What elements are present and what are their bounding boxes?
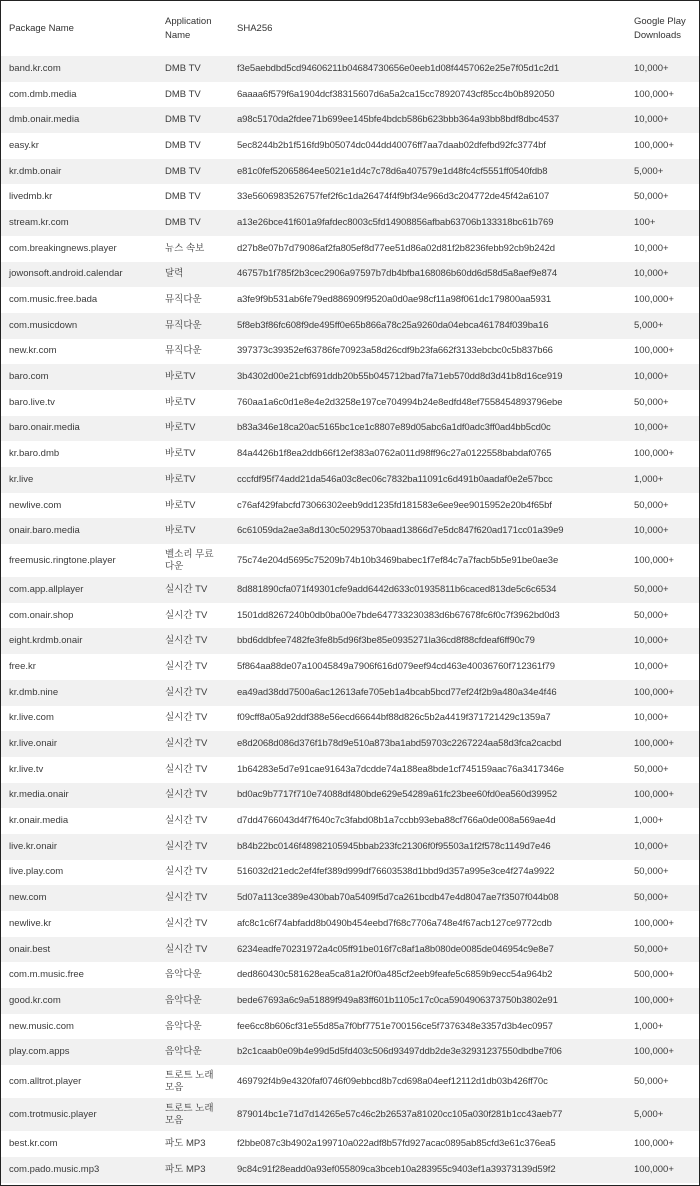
downloads-cell: 100,000+ xyxy=(626,680,699,706)
downloads-cell: 5,000+ xyxy=(626,313,699,339)
downloads-cell: 10,000+ xyxy=(626,628,699,654)
table-row xyxy=(1,133,699,159)
sha256-cell: bbd6ddbfee7482fe3fe8b5d96f3be85e0935271la36cd8f88cfdeaf6ff90c79 xyxy=(229,628,626,654)
package-name-cell: new.kr.com xyxy=(1,339,157,365)
application-name-cell: 실시간 TV xyxy=(157,937,229,963)
application-name-cell: 달력 xyxy=(157,262,229,288)
downloads-cell: 50,000+ xyxy=(626,1065,699,1098)
downloads-cell: 1,000+ xyxy=(626,1014,699,1040)
package-name-cell: kr.live xyxy=(1,467,157,493)
application-name-cell: 바로TV xyxy=(157,416,229,442)
sha256-cell: b84b22bc0146f48982105945bbab233fc21306f0f95503a1f2f578c1149d7e46 xyxy=(229,834,626,860)
downloads-cell: 50,000+ xyxy=(626,577,699,603)
sha256-cell: 9c84c91f28eadd0a93ef055809ca3bceb10a283955c9403ef1a39373139d59f2 xyxy=(229,1157,626,1183)
package-name-cell: best.kr.com xyxy=(1,1131,157,1157)
table-row xyxy=(1,1131,699,1157)
sha256-cell: 1b64283e5d7e91cae91643a7dcdde74a188ea8bde1cf745159aac76a3417346e xyxy=(229,757,626,783)
application-name-cell: DMB TV xyxy=(157,159,229,185)
sha256-cell: d7dd4766043d4f7f640c7c3fabd08b1a7ccbb93eba88cf766a0de008a569ae4d xyxy=(229,808,626,834)
package-name-cell: newlive.com xyxy=(1,493,157,519)
package-name-cell: jowonsoft.android.calendar xyxy=(1,262,157,288)
package-name-cell: play.com.apps xyxy=(1,1039,157,1065)
package-name-cell: good.kr.com xyxy=(1,988,157,1014)
sha256-cell: a13e26bce41f601a9fafdec8003c5fd14908856afbab63706b133318bc61b769 xyxy=(229,210,626,236)
table-row xyxy=(1,184,699,210)
table-row xyxy=(1,577,699,603)
package-name-cell: com.music.free.bada xyxy=(1,287,157,313)
application-name-cell: DMB TV xyxy=(157,107,229,133)
application-name-cell: 실시간 TV xyxy=(157,885,229,911)
table-row xyxy=(1,544,699,577)
table-row xyxy=(1,911,699,937)
application-name-cell: DMB TV xyxy=(157,82,229,108)
table-row xyxy=(1,1157,699,1183)
table-row xyxy=(1,1014,699,1040)
table-row xyxy=(1,390,699,416)
package-name-cell: freemusic.ringtone.player xyxy=(1,544,157,577)
table-row xyxy=(1,313,699,339)
application-name-cell: 실시간 TV xyxy=(157,706,229,732)
application-name-cell: 파도 MP3 xyxy=(157,1131,229,1157)
sha256-cell: cccfdf95f74add21da546a03c8ec06c7832ba11091c6d491b0aadaf0e2e57bcc xyxy=(229,467,626,493)
application-name-cell: 파도 MP3 xyxy=(157,1157,229,1183)
downloads-cell: 100,000+ xyxy=(626,911,699,937)
sha256-cell: 5d07a113ce389e430bab70a5409f5d7ca261bcdb47e4d8047ae7f3507f044b08 xyxy=(229,885,626,911)
header-application-name: Application Name xyxy=(157,1,229,56)
downloads-cell: 10,000+ xyxy=(626,56,699,82)
downloads-cell: 10,000+ xyxy=(626,416,699,442)
package-name-cell: com.pado.music.mp3 xyxy=(1,1157,157,1183)
application-name-cell: 트로트 노래 모음 xyxy=(157,1065,229,1098)
application-name-cell: DMB TV xyxy=(157,184,229,210)
downloads-cell: 10,000+ xyxy=(626,262,699,288)
downloads-cell: 50,000+ xyxy=(626,885,699,911)
downloads-cell: 5,000+ xyxy=(626,159,699,185)
downloads-cell: 1,000+ xyxy=(626,808,699,834)
package-name-cell: kr.live.onair xyxy=(1,731,157,757)
table-row xyxy=(1,82,699,108)
application-name-cell: 음악다운 xyxy=(157,988,229,1014)
table-row xyxy=(1,518,699,544)
table-row xyxy=(1,1039,699,1065)
downloads-cell: 50,000+ xyxy=(626,493,699,519)
application-name-cell: 실시간 TV xyxy=(157,628,229,654)
sha256-cell: 6234eadfe70231972a4c05ff91be016f7c8af1a8b080de0085de046954c9e8e7 xyxy=(229,937,626,963)
table-row xyxy=(1,262,699,288)
package-name-cell: new.com xyxy=(1,885,157,911)
sha256-cell: b2c1caab0e09b4e99d5d5fd403c506d93497ddb2de3e32931237550dbdbe7f06 xyxy=(229,1039,626,1065)
table-row xyxy=(1,885,699,911)
sha256-cell: bd0ac9b7717f710e74088df480bde629e54289a61fc23bee60fd0ea560d39952 xyxy=(229,783,626,809)
package-name-cell: newlive.kr xyxy=(1,911,157,937)
package-name-cell: easy.kr xyxy=(1,133,157,159)
sha256-cell: afc8c1c6f74abfadd8b0490b454eebd7f68c7706a748e4f67acb127ce9772cdb xyxy=(229,911,626,937)
sha256-cell: a3fe9f9b531ab6fe79ed886909f9520a0d0ae98cf11a98f061dc179800aa5931 xyxy=(229,287,626,313)
downloads-cell: 50,000+ xyxy=(626,937,699,963)
downloads-cell: 100,000+ xyxy=(626,1039,699,1065)
table-row xyxy=(1,1065,699,1098)
downloads-cell: 100,000+ xyxy=(626,988,699,1014)
application-name-cell: 벨소리 무료 다운 xyxy=(157,544,229,577)
package-name-cell: com.trotmusic.player xyxy=(1,1098,157,1131)
package-name-cell: live.play.com xyxy=(1,860,157,886)
table-row xyxy=(1,107,699,133)
sha256-cell: 84a4426b1f8ea2ddb66f12ef383a0762a011d98ff96c27a0122558babdaf0765 xyxy=(229,441,626,467)
downloads-cell: 50,000+ xyxy=(626,757,699,783)
table-row xyxy=(1,757,699,783)
package-name-cell: kr.media.onair xyxy=(1,783,157,809)
application-name-cell: 뉴스 속보 xyxy=(157,236,229,262)
package-name-cell: kr.live.tv xyxy=(1,757,157,783)
package-name-cell: com.onair.shop xyxy=(1,603,157,629)
package-name-cell: baro.live.tv xyxy=(1,390,157,416)
table-row xyxy=(1,937,699,963)
application-name-cell: 트로트 노래 모음 xyxy=(157,1098,229,1131)
sha256-cell: 469792f4b9e4320faf0746f09ebbcd8b7cd698a04eef12112d1db03b426ff70c xyxy=(229,1065,626,1098)
sha256-cell: e8d2068d086d376f1b78d9e510a873ba1abd59703c2267224aa58d3fca2cacbd xyxy=(229,731,626,757)
package-name-cell: dmb.onair.media xyxy=(1,107,157,133)
application-name-cell: 실시간 TV xyxy=(157,834,229,860)
application-name-cell: 실시간 TV xyxy=(157,603,229,629)
application-name-cell: 실시간 TV xyxy=(157,577,229,603)
table-header-row xyxy=(1,1,699,56)
sha256-cell: f3e5aebdbd5cd94606211b04684730656e0eeb1d08f4457062e25e7f05d1c2d1 xyxy=(229,56,626,82)
sha256-cell: 5f864aa88de07a10045849a7906f616d079eef94cd463e40036760f712361f79 xyxy=(229,654,626,680)
package-name-cell: free.kr xyxy=(1,654,157,680)
header-google-play-downloads: Google Play Downloads xyxy=(626,1,699,56)
package-name-cell: eight.krdmb.onair xyxy=(1,628,157,654)
table-row xyxy=(1,1098,699,1131)
application-name-cell: 실시간 TV xyxy=(157,808,229,834)
downloads-cell: 50,000+ xyxy=(626,603,699,629)
table-row xyxy=(1,988,699,1014)
sha256-cell: d27b8e07b7d79086af2fa805ef8d77ee51d86a02d81f2b8236febb92cb9b242d xyxy=(229,236,626,262)
package-name-cell: com.m.music.free xyxy=(1,962,157,988)
application-name-cell: DMB TV xyxy=(157,210,229,236)
sha256-cell: ea49ad38dd7500a6ac12613afe705eb1a4bcab5bcd77ef24f2b9a480a34e4f46 xyxy=(229,680,626,706)
sha256-cell: 6aaaa6f579f6a1904dcf38315607d6a5a2ca15cc78920743cf85cc4b0b892050 xyxy=(229,82,626,108)
application-name-cell: 음악다운 xyxy=(157,1014,229,1040)
package-name-cell: stream.kr.com xyxy=(1,210,157,236)
table-row xyxy=(1,808,699,834)
table-row xyxy=(1,731,699,757)
package-name-cell: live.kr.onair xyxy=(1,834,157,860)
header-sha256: SHA256 xyxy=(229,1,626,56)
sha256-cell: c76af429fabcfd73066302eeb9dd1235fd181583e6ee9ee9015952e20b4f65bf xyxy=(229,493,626,519)
sha256-cell: f2bbe087c3b4902a199710a022adf8b57fd927acac0895ab85cfd3e61c376ea5 xyxy=(229,1131,626,1157)
table-row xyxy=(1,287,699,313)
table-row xyxy=(1,603,699,629)
application-name-cell: 바로TV xyxy=(157,390,229,416)
application-name-cell: 바로TV xyxy=(157,467,229,493)
application-name-cell: 뮤직다운 xyxy=(157,339,229,365)
downloads-cell: 100,000+ xyxy=(626,544,699,577)
downloads-cell: 10,000+ xyxy=(626,364,699,390)
package-name-cell: com.breakingnews.player xyxy=(1,236,157,262)
downloads-cell: 10,000+ xyxy=(626,706,699,732)
application-name-cell: DMB TV xyxy=(157,133,229,159)
table-row xyxy=(1,159,699,185)
downloads-cell: 50,000+ xyxy=(626,390,699,416)
table-row xyxy=(1,783,699,809)
table-row xyxy=(1,364,699,390)
application-name-cell: 뮤직다운 xyxy=(157,287,229,313)
downloads-cell: 100,000+ xyxy=(626,441,699,467)
sha256-cell: f09cff8a05a92ddf388e56ecd66644bf88d826c5b2a4419f371721429c1359a7 xyxy=(229,706,626,732)
table-row xyxy=(1,706,699,732)
malware-package-table xyxy=(1,1,699,1183)
downloads-cell: 100,000+ xyxy=(626,783,699,809)
downloads-cell: 100+ xyxy=(626,210,699,236)
sha256-cell: 5ec8244b2b1f516fd9b05074dc044dd40076ff7aa7daab02dfefbd92fc3774bf xyxy=(229,133,626,159)
package-name-cell: onair.baro.media xyxy=(1,518,157,544)
sha256-cell: 879014bc1e71d7d14265e57c46c2b26537a81020cc105a030f281b1cc43aeb77 xyxy=(229,1098,626,1131)
downloads-cell: 10,000+ xyxy=(626,107,699,133)
sha256-cell: 1501dd8267240b0db0ba00e7bde647733230383d6b67678fc6f0c7f3962bd0d3 xyxy=(229,603,626,629)
application-name-cell: 음악다운 xyxy=(157,962,229,988)
table-row xyxy=(1,680,699,706)
application-name-cell: 바로TV xyxy=(157,493,229,519)
sha256-cell: 760aa1a6c0d1e8e4e2d3258e197ce704994b24e8edfd48ef7558454893796ebe xyxy=(229,390,626,416)
sha256-cell: 5f8eb3f86fc608f9de495ff0e65b866a78c25a9260da04ebca461784f039ba16 xyxy=(229,313,626,339)
downloads-cell: 1,000+ xyxy=(626,467,699,493)
application-name-cell: 실시간 TV xyxy=(157,860,229,886)
table-body xyxy=(1,56,699,1183)
downloads-cell: 100,000+ xyxy=(626,1131,699,1157)
sha256-cell: e81c0fef52065864ee5021e1d4c7c78d6a407579e1d48fc4cf5551ff0540fdb8 xyxy=(229,159,626,185)
table-row xyxy=(1,628,699,654)
package-name-cell: kr.live.com xyxy=(1,706,157,732)
package-name-cell: kr.baro.dmb xyxy=(1,441,157,467)
package-name-cell: com.app.allplayer xyxy=(1,577,157,603)
downloads-cell: 10,000+ xyxy=(626,834,699,860)
application-name-cell: 실시간 TV xyxy=(157,783,229,809)
application-name-cell: DMB TV xyxy=(157,56,229,82)
downloads-cell: 100,000+ xyxy=(626,133,699,159)
downloads-cell: 100,000+ xyxy=(626,731,699,757)
application-name-cell: 실시간 TV xyxy=(157,757,229,783)
downloads-cell: 100,000+ xyxy=(626,1157,699,1183)
package-name-cell: onair.best xyxy=(1,937,157,963)
table-row xyxy=(1,56,699,82)
sha256-cell: 6c61059da2ae3a8d130c50295370baad13866d7e5dc847f620ad171cc01a39e9 xyxy=(229,518,626,544)
application-name-cell: 바로TV xyxy=(157,518,229,544)
table-row xyxy=(1,834,699,860)
sha256-cell: 46757b1f785f2b3cec2906a97597b7db4bfba168086b60dd6d58d5a8aef9e874 xyxy=(229,262,626,288)
header-package-name: Package Name xyxy=(1,1,157,56)
downloads-cell: 5,000+ xyxy=(626,1098,699,1131)
downloads-cell: 50,000+ xyxy=(626,860,699,886)
table-row xyxy=(1,236,699,262)
downloads-cell: 100,000+ xyxy=(626,287,699,313)
downloads-cell: 100,000+ xyxy=(626,339,699,365)
package-name-cell: com.musicdown xyxy=(1,313,157,339)
downloads-cell: 500,000+ xyxy=(626,962,699,988)
downloads-cell: 100,000+ xyxy=(626,82,699,108)
table-row xyxy=(1,467,699,493)
sha256-cell: 397373c39352ef63786fe70923a58d26cdf9b23fa662f3133ebcbc0c5b837b66 xyxy=(229,339,626,365)
package-name-cell: band.kr.com xyxy=(1,56,157,82)
sha256-cell: 8d881890cfa071f49301cfe9add6442d633c01935811b6caced813de5c6c6534 xyxy=(229,577,626,603)
sha256-cell: b83a346e18ca20ac5165bc1ce1c8807e89d05abc6a1df0adc3ff0ad4bb5cd0c xyxy=(229,416,626,442)
package-name-cell: kr.dmb.nine xyxy=(1,680,157,706)
downloads-cell: 10,000+ xyxy=(626,518,699,544)
table-row xyxy=(1,860,699,886)
application-name-cell: 실시간 TV xyxy=(157,911,229,937)
application-name-cell: 실시간 TV xyxy=(157,654,229,680)
package-name-cell: new.music.com xyxy=(1,1014,157,1040)
table-row xyxy=(1,441,699,467)
package-name-cell: baro.com xyxy=(1,364,157,390)
downloads-cell: 10,000+ xyxy=(626,236,699,262)
sha256-cell: ded860430c581628ea5ca81a2f0f0a485cf2eeb9feafe5c6859b9ecc54a964b2 xyxy=(229,962,626,988)
package-name-cell: kr.dmb.onair xyxy=(1,159,157,185)
package-name-cell: livedmb.kr xyxy=(1,184,157,210)
package-name-cell: baro.onair.media xyxy=(1,416,157,442)
table-row xyxy=(1,339,699,365)
downloads-cell: 10,000+ xyxy=(626,654,699,680)
package-name-cell: com.dmb.media xyxy=(1,82,157,108)
table-row xyxy=(1,962,699,988)
table-row xyxy=(1,654,699,680)
package-name-cell: com.alltrot.player xyxy=(1,1065,157,1098)
sha256-cell: a98c5170da2fdee71b699ee145bfe4bdcb586b623bbb364a93bb8bdf8dbc4537 xyxy=(229,107,626,133)
application-name-cell: 바로TV xyxy=(157,441,229,467)
table-row xyxy=(1,210,699,236)
application-name-cell: 바로TV xyxy=(157,364,229,390)
application-name-cell: 실시간 TV xyxy=(157,680,229,706)
sha256-cell: bede67693a6c9a51889f949a83ff601b1105c17c0ca5904906373750b3802e91 xyxy=(229,988,626,1014)
sha256-cell: 33e5606983526757fef2f6c1da26474f4f9bf34e966d3c204772de45f42a6107 xyxy=(229,184,626,210)
package-name-cell: kr.onair.media xyxy=(1,808,157,834)
sha256-cell: fee6cc8b606cf31e55d85a7f0bf7751e700156ce5f7376348e3357d3b4ec0957 xyxy=(229,1014,626,1040)
sha256-cell: 516032d21edc2ef4fef389d999df76603538d1bbd9d357a995e3ce4f274a9922 xyxy=(229,860,626,886)
application-name-cell: 실시간 TV xyxy=(157,731,229,757)
table-row xyxy=(1,493,699,519)
table-row xyxy=(1,416,699,442)
downloads-cell: 50,000+ xyxy=(626,184,699,210)
application-name-cell: 뮤직다운 xyxy=(157,313,229,339)
sha256-cell: 75c74e204d5695c75209b74b10b3469babec1f7ef84c7a7facb5b5e91be0ae3e xyxy=(229,544,626,577)
sha256-cell: 3b4302d00e21cbf691ddb20b55b045712bad7fa71eb570dd8d3d41b8d16ce919 xyxy=(229,364,626,390)
application-name-cell: 음악다운 xyxy=(157,1039,229,1065)
